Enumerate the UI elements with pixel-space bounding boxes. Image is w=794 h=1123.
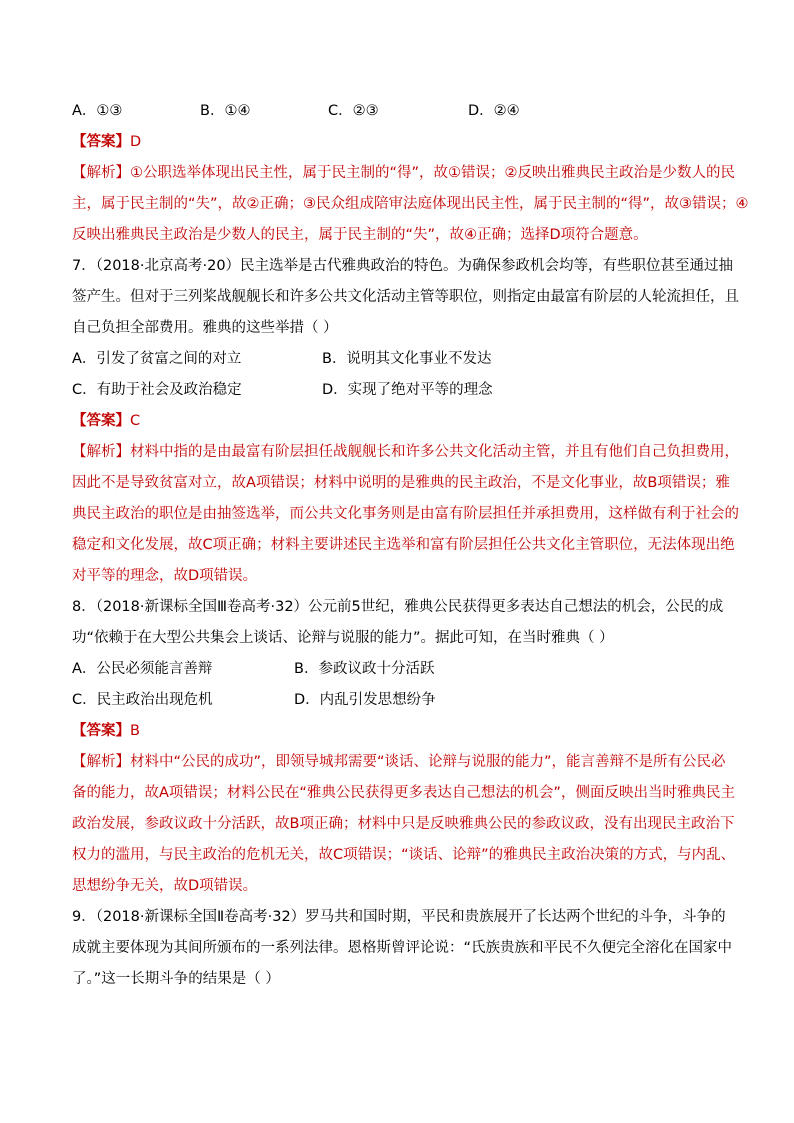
document-page <box>72 96 749 995</box>
q8-answer-tag: 【答案】 <box>72 723 130 739</box>
q7-analysis-line: 对平等的理念，故D项错误。 <box>72 568 258 584</box>
q8-stem-line: 8．（2018·新课标全国Ⅲ卷高考·32）公元前5世纪，雅典公民获得更多表达自己想法的机会，公民的成 <box>72 599 724 615</box>
q8-option-a: A．公民必须能言善辩 <box>72 661 213 677</box>
q6-options <box>72 96 724 127</box>
q8-answer-value: B <box>130 723 140 739</box>
q8-analysis-line: 权力的滥用，与民主政治的危机无关，故C项错误；“谈话、论辩”的雅典民主政治决策的方式，与内乱、 <box>72 847 736 863</box>
q8-analysis-line: 备的能力，故A项错误；材料公民在“雅典公民获得更多表达自己想法的机会”，侧面反映出当时雅典民主 <box>72 785 735 801</box>
q7-analysis-line: 因此不是导致贫富对立，故A项错误；材料中说明的是雅典的民主政治，不是文化事业，故B项错误；雅 <box>72 475 730 491</box>
q8-analysis-line: 政治发展，参政议政十分活跃，故B项正确；材料中只是反映雅典公民的参政议政，没有出现民主政治下 <box>72 816 735 832</box>
q8-option-b: B．参政议政十分活跃 <box>294 661 435 677</box>
q6-option-c: C．②③ <box>328 103 379 119</box>
q7-stem-line: 7．（2018·北京高考·20）民主选举是古代雅典政治的特色。为确保参政机会均等，有些职位甚至通过抽 <box>72 258 734 274</box>
q7-option-d: D．实现了绝对平等的理念 <box>322 382 493 398</box>
q8-option-c: C．民主政治出现危机 <box>72 692 213 708</box>
q8-analysis-line: 【解析】材料中“公民的成功”，即领导城邦需要“谈话、论辩与说服的能力”，能言善辩不是所有公民必 <box>72 754 726 770</box>
q6-option-b: B．①④ <box>200 103 251 119</box>
q7-answer-tag: 【答案】 <box>72 413 130 429</box>
q8-options-row-1 <box>72 654 724 685</box>
q7-analysis-line: 【解析】材料中指的是由最富有阶层担任战舰舰长和许多公共文化活动主管，并且有他们自己负担费用， <box>72 444 739 460</box>
q9-stem-line: 成就主要体现为其间所颁布的一系列法律。恩格斯曾评论说：“氏族贵族和平民不久便完全溶化在国家中 <box>72 940 733 956</box>
q8-stem-line: 功“依赖于在大型公共集会上谈话、论辩与说服的能力”。据此可知，在当时雅典（ ） <box>72 630 614 646</box>
q7-answer <box>72 406 724 437</box>
q7-option-b: B．说明其文化事业不发达 <box>322 351 492 367</box>
q6-analysis-line: 反映出雅典民主政治是少数人的民主，属于民主制的“失”，故④正确；选择D项符合题意。 <box>72 227 648 243</box>
q9-stem-line: 了。”这一长期斗争的结果是（ ） <box>72 971 280 987</box>
q6-analysis-line: 【解析】①公职选举体现出民主性，属于民主制的“得”，故①错误；②反映出雅典民主政治是少数人的民 <box>72 165 736 181</box>
q7-option-c: C．有助于社会及政治稳定 <box>72 382 242 398</box>
q6-answer <box>72 127 724 158</box>
q7-answer-value: C <box>130 413 141 429</box>
q7-options-row-1 <box>72 344 724 375</box>
q6-option-a: A．①③ <box>72 103 123 119</box>
q6-option-d: D．②④ <box>468 103 520 119</box>
q6-answer-value: D <box>130 134 142 150</box>
q8-option-d: D．内乱引发思想纷争 <box>294 692 436 708</box>
q6-answer-tag: 【答案】 <box>72 134 130 150</box>
q8-analysis-line: 思想纷争无关，故D项错误。 <box>72 878 258 894</box>
q8-answer <box>72 716 724 747</box>
q7-stem-line: 自己负担全部费用。雅典的这些举措（ ） <box>72 320 338 336</box>
q7-analysis-line: 稳定和文化发展，故C项正确；材料主要讲述民主选举和富有阶层担任公共文化主管职位，无法体现出绝 <box>72 537 735 553</box>
q7-options-row-2 <box>72 375 724 406</box>
q7-option-a: A．引发了贫富之间的对立 <box>72 351 242 367</box>
q7-stem-line: 签产生。但对于三列桨战舰舰长和许多公共文化活动主管等职位，则指定由最富有阶层的人轮流担任，且 <box>72 289 739 305</box>
q9-stem-line: 9．（2018·新课标全国Ⅱ卷高考·32）罗马共和国时期，平民和贵族展开了长达两个世纪的斗争，斗争的 <box>72 909 726 925</box>
q6-analysis-line: 主，属于民主制的“失”，故②正确；③民众组成陪审法庭体现出民主性，属于民主制的“得”，故③错误；④ <box>72 196 749 212</box>
q8-options-row-2 <box>72 685 724 716</box>
q7-analysis-line: 典民主政治的职位是由抽签选举，而公共文化事务则是由富有阶层担任并承担费用，这样做有利于社会的 <box>72 506 739 522</box>
